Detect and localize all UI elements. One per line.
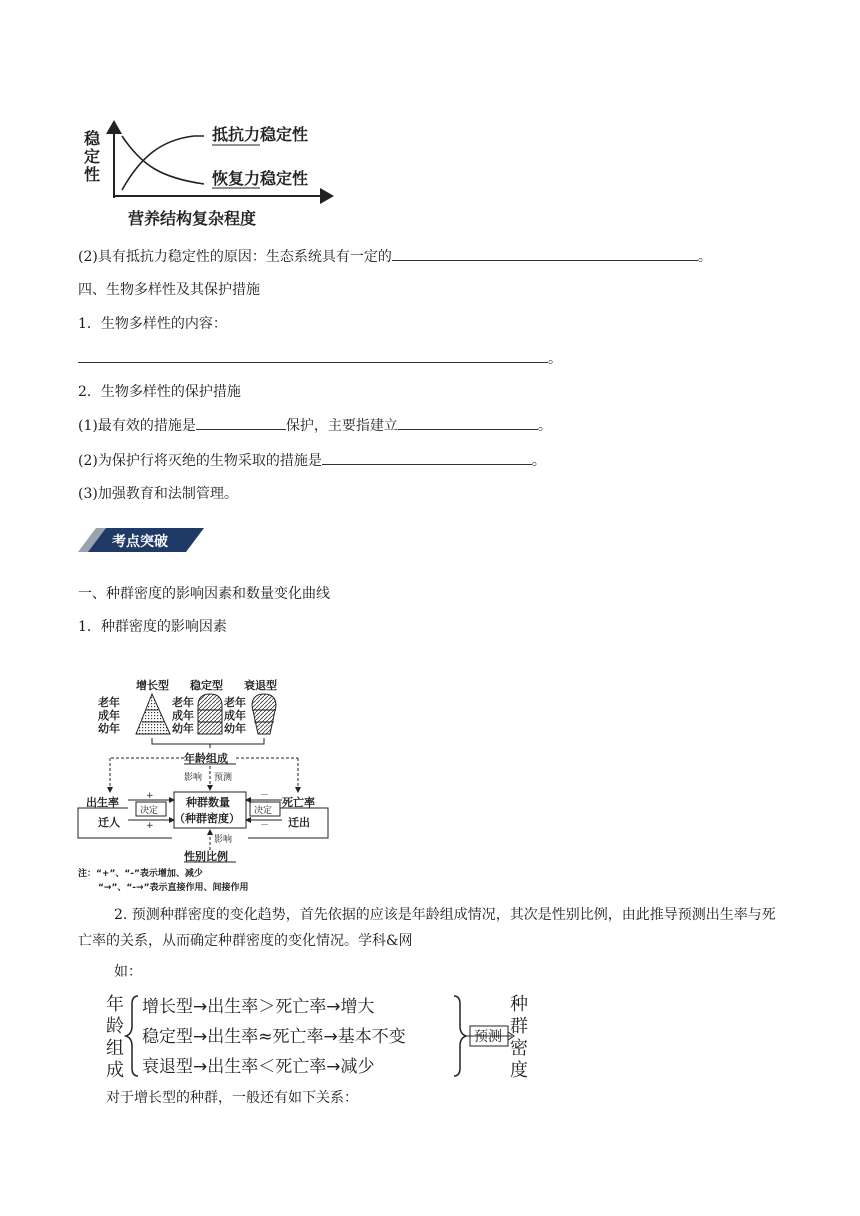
ru-label: 如： xyxy=(114,964,142,980)
plus-top-left: + xyxy=(146,791,154,801)
age-adult-2: 成年 xyxy=(172,709,194,722)
age-young-2: 幼年 xyxy=(172,722,194,735)
type-declining: 衰退型 xyxy=(244,679,277,692)
text: (2)具有抵抗力稳定性的原因：生态系统具有一定的 xyxy=(78,249,392,265)
resistance-reason-line xyxy=(78,246,712,267)
death-rate: 死亡率 xyxy=(282,796,315,809)
measure-3: (3)加强教育和法制管理。 xyxy=(78,486,238,502)
age-young-3: 幼年 xyxy=(224,722,246,735)
banner-label: 考点突破 xyxy=(112,534,168,550)
measure-2 xyxy=(78,450,546,471)
note-line-1: 注：“+”、“-”表示增加、减少 xyxy=(78,869,203,879)
center-line1: 种群数量 xyxy=(186,796,230,809)
minus-top-right: － xyxy=(260,791,270,801)
formula-row-2: 衰退型→出生率＜死亡率→减少 xyxy=(142,1057,375,1077)
decide-right: 决定 xyxy=(254,806,273,816)
text: 。 xyxy=(537,418,552,434)
formula-row-1: 稳定型→出生率≈死亡率→基本不变 xyxy=(142,1027,406,1047)
left-char-0: 年 xyxy=(106,994,124,1015)
decide-left: 决定 xyxy=(140,806,159,816)
item-1-answer-line xyxy=(78,348,562,369)
answer-blank[interactable] xyxy=(392,246,698,261)
type-stable: 稳定型 xyxy=(190,679,223,692)
age-old-1: 老年 xyxy=(98,696,120,709)
emigration: 迁出 xyxy=(288,816,310,829)
text: 。 xyxy=(697,249,712,265)
predict-label: 预测 xyxy=(474,1029,502,1045)
plus-bottom-left: + xyxy=(146,821,154,831)
resistance-label: 抵抗力稳定性 xyxy=(212,125,309,144)
right-char-0: 种 xyxy=(510,994,528,1015)
immigration: 迁人 xyxy=(98,816,120,829)
recovery-curve xyxy=(122,136,204,184)
left-char-2: 组 xyxy=(106,1038,124,1059)
y-axis-label-1: 稳 xyxy=(84,129,101,148)
paragraph-2: 2. 预测种群密度的变化趋势，首先依据的应该是年龄组成情况，其次是性别比例，由此推导预测出生率与死亡率的关系，从而确定种群密度的变化情况。学科&网 xyxy=(78,907,776,949)
age-old-3: 老年 xyxy=(224,696,246,709)
age-composition-label: 年龄组成 xyxy=(184,752,228,765)
x-axis-label: 营养结构复杂程度 xyxy=(128,209,257,228)
left-brace xyxy=(126,996,138,1076)
formula-right-column xyxy=(508,990,534,1080)
pyramid-growing xyxy=(136,694,170,734)
recovery-label: 恢复力稳定性 xyxy=(212,169,309,188)
left-char-1: 龄 xyxy=(106,1016,124,1037)
subheading-1: 1．种群密度的影响因素 xyxy=(78,619,227,635)
age-structure-formula xyxy=(104,990,534,1080)
age-old-2: 老年 xyxy=(172,696,194,709)
text: 保护，主要指建立 xyxy=(285,418,398,434)
stability-chart xyxy=(82,118,342,233)
left-char-3: 成 xyxy=(106,1060,124,1080)
influence-label-top: 影响 xyxy=(184,773,203,783)
answer-blank[interactable] xyxy=(78,348,548,363)
section-heading-1: 一、种群密度的影响因素和数量变化曲线 xyxy=(78,586,330,602)
answer-blank[interactable] xyxy=(196,415,286,430)
pyramid-declining xyxy=(252,694,276,734)
last-line: 对于增长型的种群，一般还有如下关系： xyxy=(106,1090,358,1106)
answer-blank[interactable] xyxy=(398,415,538,430)
age-adult-3: 成年 xyxy=(224,709,246,722)
pyramid-stable xyxy=(198,694,222,734)
item-1: 1．生物多样性的内容： xyxy=(78,316,227,332)
text: 。 xyxy=(531,453,546,469)
note-line-2: “→”、“-→”表示直接作用、间接作用 xyxy=(98,883,249,893)
text: (1)最有效的措施是 xyxy=(78,418,196,434)
answer-blank[interactable] xyxy=(322,450,532,465)
birth-rate: 出生率 xyxy=(86,796,119,809)
item-2: 2．生物多样性的保护措施 xyxy=(78,384,241,400)
age-adult-1: 成年 xyxy=(98,709,120,722)
predict-label-top: 预测 xyxy=(214,773,233,783)
minus-bottom-right: － xyxy=(260,821,270,831)
center-line2: （种群密度） xyxy=(174,812,240,825)
right-char-2: 密 xyxy=(510,1038,528,1059)
population-diagram xyxy=(76,676,336,896)
sex-ratio: 性别比例 xyxy=(184,850,228,863)
text: 。 xyxy=(548,351,562,367)
right-char-1: 群 xyxy=(510,1016,528,1037)
text: (2)为保护行将灭绝的生物采取的措施是 xyxy=(78,453,322,469)
formula-row-0: 增长型→出生率＞死亡率→增大 xyxy=(142,997,375,1017)
y-axis-label-2: 定 xyxy=(84,147,101,166)
measure-1 xyxy=(78,415,552,436)
right-brace xyxy=(454,996,466,1076)
influence-label-bottom: 影响 xyxy=(214,835,233,845)
right-char-3: 度 xyxy=(510,1060,528,1080)
age-young-1: 幼年 xyxy=(98,722,120,735)
y-axis-label-3: 性 xyxy=(84,165,101,184)
section-heading-4: 四、生物多样性及其保护措施 xyxy=(78,282,260,298)
type-growing: 增长型 xyxy=(136,679,169,692)
